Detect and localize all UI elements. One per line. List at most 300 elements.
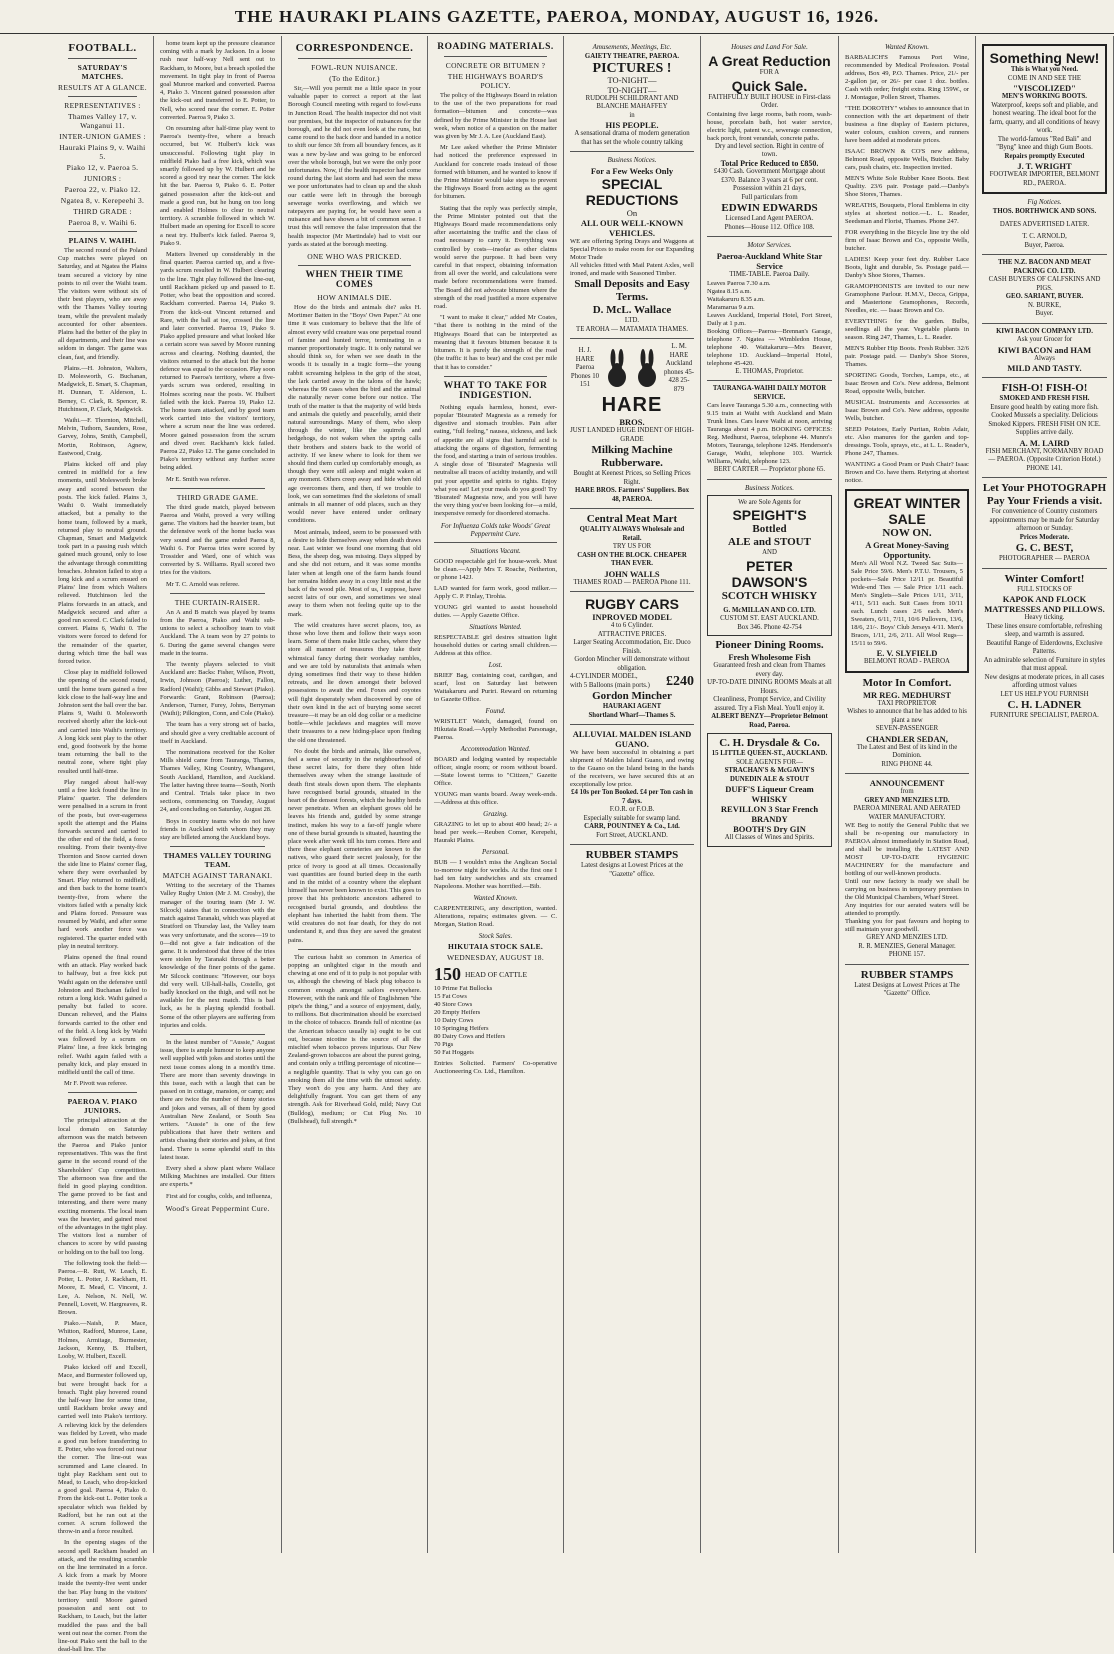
ad-text: FOR A xyxy=(759,69,780,76)
article-heading: PAEROA V. PIAKO JUNIORS. xyxy=(67,1097,138,1116)
ad-text: TAXI PROPRIETOR xyxy=(877,699,937,707)
article-paragraph: Matters livened up considerably in the final quarter. Paeroa carried up, and a five-yards scrum resulted in W. Hulbert clearing to the line. Tight play followed the line-out, until Rackham picked up and passed to E. Potter, who beat the opposition and scored. Rackham converted. Paeroa 14, Piako 9. From the kick-out Vincent returned and Rare, with the ball at toe, crossed the line and later converted. Paeroa 19, Piako 9. Piako applied pressure and what looked like a certain score was saved by Moore running across and clearing. Nothing daunted, the visitors returned to the attack but the home defence was equal to the occasion. Play soon returned to Paeroa's territory, where a five-yards scrum was ordered, resulting in Holmes scoring near the posts. W. Hulbert failed with the kick. Paeroa 19, Piako 12. The home team attacked, and by good team work carried into the visitors' territory, where a scrum near the line was ordered. Moore gained possession from the scrum and dived over. Rackham's kick failed. Paeroa 22, Piako 12. The game concluded in Piako's territory without any further score being added. xyxy=(160,251,275,472)
ad-text: Guaranteed fresh and clean from Thames every day. xyxy=(713,662,826,678)
hare-right-contact: L. M. HARE Auckland phones 45-428 25-879 xyxy=(664,343,695,393)
hare-left-contact: H. J. HARE Paeroa Phones 10 151 xyxy=(570,347,600,389)
advertiser-name: C. H. Drysdale & Co. xyxy=(719,737,820,749)
results-label: THIRD GRADE : xyxy=(73,207,132,216)
ad-headline: Milking Machine Rubberware. xyxy=(591,444,673,469)
ad-text: Always xyxy=(1034,354,1055,362)
article-paragraph: The third grade match, played between Paeroa and Waihi, proved a very willing game. The visitors had the heavier team, but the defensive work of the home backs was very sound and the game ended Paeroa 8, Waihi 6. For Paeroa tries were scored by Trossider and Ward, one of which was converted by S. Williams. Ryall scored two tries for the visitors. xyxy=(160,503,275,577)
article-heading: THE CURTAIN-RAISER. xyxy=(174,597,261,607)
ad-text: VEHICLES. xyxy=(608,228,656,238)
article-paragraph: Piako kicked off and Excell, Mace, and Burmester followed up, but were brought back for a breach. Tight play hovered round the half-way line for some time, until Rackham broke away and carried well into Piako's territory. A relieving kick by the defenders was fielded by Lovett, who made a good run before transferring to E. Potter, who was forced out near the corner. The line-out was scrummed and Lane cleared. In tight play Rackham sent out to Mead, to Leach, who drop-kicked a good goal. Paeroa 4, Piako 0. From the kick-out L. Potter took a speculator which was fielded by Radford, but he ran out at the corner. A scrum followed the throw-in and a force resulted. xyxy=(58,1364,147,1536)
list-item: 10 Springing Heifers xyxy=(434,1024,489,1032)
classified-ad: BOARD and lodging wanted by respectable officer, single room; or room without board.—State lowest terms to "Citizen," Gazette Office. xyxy=(434,755,557,787)
classified-heading: Grazing. xyxy=(483,809,508,818)
article-paragraph: Nothing equals harmless, honest, ever-popular 'Bisurated' Magnesia as a remedy for digestive and stomach troubles. Pain after eating, "full feeling," nausea, sickness, and lack of appetite are all signs that harmful acid is attacking the organs of digestion, fermenting the food, and starting a train of serious troubles. A single dose of 'Bisurated' Magnesia will neutralise all traces of acidity instantly, and will put your appetite and spirits to rights. Enjoy what you eat! Let your meals do you good! Try 'Bisurated' Magnesia now, and you will have the very thing you've been looking for—a mild, inexpensive remedy for disordered stomachs. xyxy=(434,403,557,518)
ad-text: Especially suitable for swamp land. xyxy=(583,814,681,822)
ad-text: SEVEN-PASSENGER xyxy=(875,725,939,732)
ad-text: AND xyxy=(762,549,777,556)
drysdale-ad xyxy=(707,733,832,847)
section-label: Fig Notices. xyxy=(1027,198,1062,206)
schedule-list xyxy=(707,280,832,328)
ad-text: JUST LANDED HUGE INDENT OF HIGH-GRADE xyxy=(570,427,694,443)
ad-text: HAURAKI AGENT xyxy=(602,703,662,710)
subheading: SATURDAY'S MATCHES. xyxy=(77,63,128,81)
article-paragraph: Close play in midfield followed the opening of the second round, until the home team gained a free kick close to the half-way line and Johnston sent the ball over the bar. Plains 9, Waihi 0. Molesworth received shortly after the kick-out and carried into Waihi's territory. A long kick sent play to the other end, good footwork by the home team returning the ball to the neutral zone, where tight play resulted until half-time. xyxy=(58,669,147,775)
article-heading: FOWL-RUN NUISANCE. xyxy=(311,63,398,72)
classified-ad: MUSICAL Instruments and Accessories at Isaac Brown and Co's. New address, opposite Wells, butcher. xyxy=(845,399,969,422)
advertiser-name: JOHN WALLS xyxy=(604,568,660,579)
advertiser-name: THOS. BORTHWICK AND SONS. xyxy=(992,208,1097,215)
pictures-headline: PICTURES ! xyxy=(592,60,672,76)
ad-text: We are Sole Agents for xyxy=(738,498,801,506)
ad-text: A Great Money-Saving Opportunity. xyxy=(865,540,949,560)
list-item: 80 Dairy Cows and Heifers xyxy=(434,1032,506,1040)
ad-text: Wishes to announce that he has added to his plant a new xyxy=(847,708,967,724)
article-paragraph: The nominations received for the Kolter Mills shield came from Tauranga, Thames, Thames Valley, King Country, Whangarei, South Auckland, Hamilton, and Auckland. The latter having three teams—South, North and Central. Trials take place in two sections, commencing on Tuesday, August 24, and concluding on Saturday, August 28. xyxy=(160,749,275,814)
hare-icon xyxy=(634,349,660,389)
article-heading: PLAINS V. WAIHI. xyxy=(68,236,137,245)
result-line: Paeroa 22, v. Piako 12. xyxy=(64,185,141,194)
article-paragraph: An A and B match was played by teams from the Paeroa, Piako and Waihi sub-unions to select a schoolboy team to visit Auckland. The A team won by 27 points to 6. During the game several changes were made in the teams. xyxy=(160,608,275,657)
article-paragraph: The policy of the Highways Board in relation to the use of the two preparations for road formation—bitumen and concrete—was defined by the Prime Minister in the House last week, when notice of a question on the matter was given by Mr J. A. Lee (Auckland East). xyxy=(434,92,557,141)
ad-headline: A Great Reduction xyxy=(708,53,831,69)
list-item: Ngatea 8.15 a.m. xyxy=(707,287,752,295)
ad-text: MEN'S WORKING BOOTS. xyxy=(1001,93,1088,100)
ad-text: SMOKED AND FRESH FISH. xyxy=(999,395,1090,402)
classified-ad: YOUNG girl wanted to assist household duties. — Apply Gazette Office. xyxy=(434,603,557,619)
ad-text: ATTRACTIVE PRICES. xyxy=(597,630,667,638)
classified-ad: "THE DOROTHY" wishes to announce that in connection with the art department of their business a fine display of Eastern pictures, water colours, cushion covers, and runners have been added at moderate prices. xyxy=(845,105,969,144)
ad-text: FULL STOCKS OF xyxy=(1017,585,1072,593)
classified-ad: GRAZING to let up to about 400 head; 2/- a head per week.—Reuben Comer, Kerepehi, Hauraki Plains. xyxy=(434,820,557,844)
column-3-correspondence xyxy=(282,36,428,1553)
ad-headline: Paeroa-Auckland White Star Service xyxy=(716,251,823,271)
classified-heading: Situations Wanted. xyxy=(469,622,522,631)
list-item: Leaves Auckland, Imperial Hotel, Fort Street, Daily at 1 p.m. xyxy=(707,311,832,327)
ad-text: Phones—House 112. Office 108. xyxy=(724,223,815,231)
results-label: INTER-UNION GAMES : xyxy=(59,132,146,141)
list-item: 10 Prime Fat Bullocks xyxy=(434,984,493,992)
classified-ad: LADIES! Keep your feet dry. Rubber Lace Boots, light and durable, 5s. Postage paid.—Danby's Shoe Stores, Thames. xyxy=(845,256,969,279)
ad-headline: ALE and STOUT xyxy=(728,536,811,548)
ad-headline: REDUCTIONS xyxy=(585,192,679,208)
masthead xyxy=(0,0,1114,34)
ad-headline: KAPOK AND FLOCK MATTRESSES AND PILLOWS. xyxy=(984,594,1105,614)
ad-text: Latest designs at Lowest Prices at the "Gazette" office. xyxy=(581,862,683,878)
article-heading: WHAT TO TAKE FOR INDIGESTION. xyxy=(443,380,548,401)
ad-text: Fresh Wholesome Fish xyxy=(728,652,811,662)
film-stars: RUDOLPH SCHILDRANT AND BLANCHE MAHAFFEY xyxy=(585,94,679,110)
ad-text: Ensure good health by eating more fish. xyxy=(990,403,1099,411)
article-paragraph: The team has a very strong set of backs, and should give a very creditable account of itself in Auckland. xyxy=(160,721,275,745)
classified-heading: Stock Sales. xyxy=(478,931,513,940)
ad-headline: Small Deposits and Easy Terms. xyxy=(574,278,690,303)
ad-text: Gordon Mincher will demonstrate without obligation. xyxy=(574,656,690,672)
ad-text: SOLE AGENTS FOR— xyxy=(736,758,803,766)
article-paragraph: Every shed a show plant where Wallace Milking Machines are installed. Our fitters are experts.* xyxy=(160,1164,275,1189)
result-line: Hauraki Plains 9, v. Waihi 5. xyxy=(59,143,146,161)
ad-headline: Central Meat Mart xyxy=(586,513,678,525)
ad-text: Box 346. Phone 42-754 xyxy=(737,623,802,631)
ad-headline: RUBBER STAMPS xyxy=(585,849,679,861)
ad-text: Heavy ticking. xyxy=(1024,614,1065,621)
ad-text: Bought at Keenest Prices, so Selling Prices Right. xyxy=(573,470,691,486)
ad-text: PHOTOGRAPHER — PAEROA xyxy=(998,555,1091,562)
notice: For Influenza Colds take Woods' Great Peppermint Cure. xyxy=(440,521,551,538)
ad-body: WE Beg to notify the General Public that we shall be re-opening our manufactory in PAEROA almost immediately in Station Road, and shall be installing the LATEST AND MOST UP-TO-DATE HYGIENIC MACHINERY for the manufacture and bottling of our well-known products. xyxy=(845,822,969,877)
classified-ad: BUB — I wouldn't miss the Anglican Social to-morrow night for worlds. At the first one I had ten fairy sandwiches and six creamed Napoleons. Mother was horrified.—Bib. xyxy=(434,858,557,890)
ad-text: Beautiful Range of Eiderdowns, Exclusive Patterns. xyxy=(986,639,1103,655)
article-paragraph: The principal attraction at the local domain on Saturday afternoon was the match between the Paeroa and Piako junior representatives. This was the first game in the second round of the Shareholders' Cup competition. The afternoon was fine and the field in good playing condition. The game proved to be fast and interesting, and there were many exciting moments. The local team was the heavier, and gained most of the advantages in the tight play. The visitors lost a number of chances to score by wild passing or holding on to the ball too long. xyxy=(58,1117,147,1256)
classified-ad: WREATHS, Bouquets, Floral Emblems in city styles at shortest notice.—L. L. Reader, Seedsman and Florist, Thames. Phone 247. xyxy=(845,202,969,225)
ad-headline: ALLUVIAL MALDEN ISLAND GUANO. xyxy=(572,729,692,749)
ad-headline: Something New! xyxy=(989,50,1100,66)
section-label: Wanted Known. xyxy=(884,43,930,51)
classified-ad: BARBALICH'S Famous Port Wine, recommended by Medical Profession. Postal address, Box 49, P.O. Thames. Price, 21/- per 2-gallon jar, or 26/- per case 1 doz. bottles. Cash with order; freight extra. Ring 159W., or J. Montague, Pollen Street, Thames. xyxy=(845,54,969,101)
classified-heading: Lost. xyxy=(488,660,503,669)
advertiser-address: FURNITURE SPECIALIST, PAEROA. xyxy=(990,712,1099,719)
ad-text: LET US HELP YOU FURNISH xyxy=(1000,690,1089,698)
ad-text: Buyer, Paeroa. xyxy=(1024,241,1065,249)
advertiser-ltd: LTD. xyxy=(624,317,640,324)
column-1-football xyxy=(52,36,154,1654)
theatre-name: GAIETY THEATRE, PAEROA. xyxy=(584,53,680,60)
ad-text: Bottled xyxy=(752,523,787,535)
article-paragraph: Mr Lee asked whether the Prime Minister had noticed the preference expressed in Auckland for concrete roads instead of those formed with bitumen, and he wanted to know if the Prime Minister would take steps to prevent the Highways Board from acting as the agent for bitumen. xyxy=(434,144,557,201)
article-subheading: HOW ANIMALS DIE. xyxy=(317,293,392,303)
ad-text: Repairs promptly Executed xyxy=(1004,152,1085,160)
advertiser-address: THAMES ROAD — PAEROA Phone 111. xyxy=(573,578,691,586)
column-8-ads xyxy=(976,36,1114,1553)
price: £240 xyxy=(666,674,694,689)
ad-text: F.O.R. or F.O.B. xyxy=(609,806,655,813)
ad-text: 4-CYLINDER MODEL, with 5 Balloons (main ports.) xyxy=(570,673,650,689)
speights-ad xyxy=(707,495,832,637)
ad-price: Total Price Reduced to £850. xyxy=(720,158,819,168)
ad-text: CASH ON THE BLOCK. CHEAPER THAN EVER. xyxy=(577,551,687,567)
article-paragraph: Mr F. Pivott was referee. xyxy=(64,1080,128,1088)
ad-text: DATES ADVERTISED LATER. xyxy=(999,220,1090,228)
article-paragraph: The curious habit so common in America of popping an unlighted cigar in the mouth and chewing at one end of it to pulp is not popular with us, although the chewing of black plug tobacco is common enough amongst sailors everywhere. However, with the rank and file of Englishmen "the pipe's the thing," and a source of enjoyment, daily, to millions. But discrimination should be exercised in the choice of tobacco. Brands full of nicotine (as the American tobacco usually is) ought to be cut out, because nicotine is the source of all the mischief when tobacco proves injurious. Our New Zealand-grown tobaccos are about the purest going, and contain only a trifling percentage of nicotine—a negligible quantity. That is why you can go on smoking them all the time with the utmost safety. They won't do you any harm. And they are delightfully fragrant. You can get them of any strength. Ask for Riverhead Gold, mild; Navy Cut (Bulldog), medium; or Cut Plug No. 10 (Bullshead), full strength.* xyxy=(288,953,421,1125)
ad-headline: GREAT WINTER SALE xyxy=(853,495,961,527)
classified-ad: YOUNG man wants board. Away week-ends.—Address at this office. xyxy=(434,790,557,806)
article-paragraph: The following took the field:—Paeroa.—R. Rutt, W. Leach, E. Potter, L. Potter, J. Rackham, H. Moore, E. Mead, C. Vincent, J. Lee, A. Nelson, N. Nell, W. Pennell, Lovett, W. Hargreaves, R. Brown. xyxy=(58,1259,147,1316)
ad-headline: Pioneer Dining Rooms. xyxy=(715,639,824,651)
ad-headline: SPEIGHT'S xyxy=(732,507,807,523)
ad-text: FAITHFULLY BUILT HOUSE in First-class Order. xyxy=(708,93,831,109)
section-label: Motor Services. xyxy=(747,241,792,249)
results-label: JUNIORS : xyxy=(83,174,122,183)
advertiser-address: BELMONT ROAD - PAEROA xyxy=(864,658,950,665)
ad-text: On xyxy=(626,208,638,218)
classified-ad: WANTING a Good Pram or Push Chair? Isaac Brown and Co. have them. Retyring at shortest notice. xyxy=(845,461,969,484)
classified-ad: SPORTING Goods, Torches, Lamps, etc., at Isaac Brown and Co's. New address, Belmont Road, opposite Wells, butcher. xyxy=(845,372,969,395)
ad-text: These lines ensure comfortable, refreshing sleep, and warmth is assured. xyxy=(986,622,1103,638)
article-heading: THAMES VALLEY TOURING TEAM. xyxy=(163,851,272,870)
advertiser-name: G. McMILLAN AND CO. LTD. xyxy=(723,606,816,614)
ad-text: COME IN AND SEE THE xyxy=(1007,74,1082,82)
advertiser-name: GREY AND MENZIES LTD. xyxy=(864,796,950,804)
advertiser-address: Fort Street, AUCKLAND. xyxy=(596,831,668,839)
advertiser-name: THE N.Z. BACON AND MEAT PACKING CO. LTD. xyxy=(998,259,1091,275)
hare-wordmark: HARE xyxy=(601,394,663,416)
ad-text: BOOTH'S Dry GIN xyxy=(733,824,806,834)
article-paragraph: Plains opened the final round with an attack. Play worked back to halfway, but a free kick put Waihi again on the defensive until Johnston and Buchanan failed to return a long kick. Waihi gained a penalty but failed to score. Duncan relieved, and the Plains forwards carried to the other end of the field. A long kick by Waihi was followed by a scrum on Plains' line, a free kick bringing relief. Waihi again failed with a penalty kick, and play ensued in midfield until the call of time. xyxy=(58,954,147,1076)
classified-ad: EVERYTHING for the garden. Bulbs, seedlings all the year. Vegetable plants in season. Ring 247, Thames, L. L. Reader. xyxy=(845,318,969,341)
ad-body: All vehicles fitted with Mail Patent Axles, well ironed, and made with Seasoned Timber. xyxy=(570,262,694,277)
article-paragraph: "I want to make it clear," added Mr Coates, "that there is nothing in the mind of the Highways Board that can be interpreted as meaning that it favours bitumen because it is bitumen. It is purely the strength of the road (the traffic it has to bear) and the cost per mile that it has to consider." xyxy=(434,314,557,371)
classified-ad: MEN'S Rubber Hip Boots. Fresh Rubber. 32/6 pair. Postage paid. — Danby's Shoe Stores, Thames. xyxy=(845,345,969,368)
result-line: Piako 12, v. Paeroa 5. xyxy=(66,163,139,172)
classified-ad: GOOD respectable girl for house-work. Must be clean.—Apply Mrs T. Roache, Netherton, or phone 142J. xyxy=(434,557,557,581)
hare-logo xyxy=(604,349,660,389)
classified-heading: Found. xyxy=(485,706,506,715)
article-paragraph: Boys in country teams who do not have friends in Auckland with whom they may stay are billeted among the Auckland boys. xyxy=(160,817,275,842)
ad-headline: KIWI BACON and HAM xyxy=(997,344,1092,355)
list-item: 50 Fat Hoggets xyxy=(434,1048,474,1056)
ad-body: Containing five large rooms, bath room, wash-house, porcelain bath, hot water service, electric light, patent w.c., sewerage connection, back porch, front verandah, concrete paths. xyxy=(707,110,832,142)
film-in: in xyxy=(629,111,635,119)
ad-body: Booking Offices—Paeroa—Brennan's Garage, telephone 7. Ngatea — Wimbledon House, telephone 40. Waitakaruru—Mrs Beaver, telephone 1D. Auckland—Imperial Hotel, telephone 45-420. xyxy=(707,327,832,367)
ad-signature: GREY AND MENZIES LTD. xyxy=(866,934,948,941)
advertiser-name: A. M. LAIRD xyxy=(1019,437,1070,448)
list-item: 20 Empty Heifers xyxy=(434,1008,481,1016)
article-paragraph: In the latest number of "Aussie," August issue, there is ample humour to keep anyone well supplied with jokes and stories until the next issue comes along in a month's time. There are more than seventy drawings in this issue, each with a laugh that can be passed on in cottage, mansion, or camp; and there are twice the number of funny stories and jokes and verses, all of them by good Australian New Zealand, or South Sea writers. "Aussie" is one of the few publications that have their writers and artists chasing their stories and jokes, at first hand. There is some splendid stuff in this latest issue. xyxy=(160,1038,275,1161)
ad-text: REVILLON 3 Star French BRANDY xyxy=(720,804,819,824)
letter-paragraph: Sir,—Will you permit me a little space in your valuable paper to correct a report at the last Borough Council meeting with regard to fowl-runs in Junction Road. The health inspector did not visit our premises, but the inspector of nuisances for the borough, and he did not even look at the runs, but came round to the back door and handed in a notice to shift our fence 3ft from all boundary fences, as it was a new by-law and was going to be enforced over the whole borough, but we were the only poor unfortunates. Now, if the health inspector had come round during the last storm and had seen the mess we poor unfortunates had to clean up and the slush our cattle were left in through the borough sewerage works overflowing, and which we ratepayers are paying for, he would have seen a nuisance and have shown a bit of common sense. I trust this will remove the false impression that the health inspector (Mr Martindale) had to visit our yards as stated at the borough meeting. xyxy=(288,85,421,248)
ad-text: MILD AND TASTY. xyxy=(1007,363,1082,373)
section-label: Houses and Land For Sale. xyxy=(731,43,808,51)
classified-heading: Accommodation Wanted. xyxy=(460,744,531,753)
ad-headline: Winter Comfort! xyxy=(1004,572,1085,585)
article-paragraph: Piako.—Naish, P. Mace, Whitton, Radford, Munroe, Lane, Holmes, Armitage, Burmester, Jackson, Kenny, B. Hulbert, Looby, W. Hulbert, Excell. xyxy=(58,1320,147,1360)
article-paragraph: First aid for coughs, colds, and influenza, xyxy=(166,1192,272,1200)
ad-text: 4 to 6 Cylinder. xyxy=(610,622,654,629)
section-heading: FOOTBALL. xyxy=(68,42,137,54)
ad-text: Cleanliness, Prompt Service, and Civility assured. Try a Fish Meal. You'll enjoy it. xyxy=(713,696,826,712)
ad-body: Men's All Wool N.Z. Tweed Sac Suits—Sale Price 59/6. Men's P.T.U. Trousers, 5 pockets—Sale Price 12/11 pr. Beautiful Wide-end Ties — Sale Price 1/11 each. Men's Singlets—Sale Prices 1/11, 3/11, 4/11, 5/11 each. Suit Cases from 10/11 each. Lunch cases 2/6 each. Men's Sweaters, 6/11, 7/11, 10/6 Pullovers, 13/6, 18/6, 21/-. Boys' Club Jerseys 4/11. Men's Braces, 1/11, 2/6, 2/11. All Wool Rugs—15/11 to 59/6. xyxy=(851,560,963,647)
ad-body: Thanking you for past favours and hoping to still maintain your goodwill. xyxy=(845,918,969,933)
result-line: Ngatea 8, v. Kerepeehi 3. xyxy=(60,196,145,205)
ad-text: Ask your Grocer for xyxy=(1016,336,1073,343)
result-line: Thames Valley 17, v. Wanganui 11. xyxy=(68,112,137,130)
classified-ad: RESPECTABLE girl desires situation light household duties or caring small children.—Address at this office. xyxy=(434,633,557,657)
ad-text: An admirable selection of Furniture in styles that must appeal. xyxy=(983,656,1106,672)
advertiser-address: FOOTWEAR IMPORTER, BELMONT RD., PAEROA. xyxy=(989,171,1100,187)
ad-headline: TAURANGA-WAIHI DAILY MOTOR SERVICE. xyxy=(712,385,827,401)
ad-text: Larger Seating Accommodation, Etc. Duco Finish. xyxy=(573,639,691,655)
ad-text: This is What you Need. xyxy=(1010,66,1079,73)
ad-text: Buyer. xyxy=(1035,310,1054,317)
ad-text: BERT CARTER — Proprietor phone 65. xyxy=(713,466,826,473)
result-line: Paeroa 8, v. Waihi 6. xyxy=(68,218,137,227)
ad-footer: HARE BROS. Farmers' Suppliers. Box 48, PAEROA. xyxy=(574,487,690,503)
ad-text: ALL OUR WELL-KNOWN xyxy=(580,218,684,228)
masthead-title: THE HAURAKI PLAINS GAZETTE, PAEROA, MONDAY, AUGUST 16, 1926. xyxy=(234,6,880,26)
ad-headline: PETER DAWSON'S xyxy=(731,557,808,590)
ad-body: Until our new factory is ready we shall be carrying on business in temporary premises in the Old Municipal Chambers, Wharf Street. xyxy=(845,878,969,901)
section-label: Business Notices. xyxy=(745,483,794,492)
section-label: Amusements, Meetings, Etc. xyxy=(592,43,672,51)
ad-headline: FISH-O! FISH-O! xyxy=(1001,382,1088,394)
ad-headline: RUGBY CARS xyxy=(585,596,679,612)
ad-text: CHANDLER SEDAN, xyxy=(866,733,948,744)
article-paragraph: Play ranged about half-way until a free kick found the line in Plains' quarter. The defenders were penalised in a scrum in front of the posts, but over-eagerness spoilt the attempt and the Plains forwards secured and carried to the other end of the field, a force resulting. From their twenty-five Thornton and Snow carried down the side line to Plains' corner flag, where they were overhauled by Smart. Play returned to midfield, and then back to the home team's twenty-five, from where the visitors failed with a penalty kick and Plains forced. Pressure was resumed by Waihi, and after some hard work another force was registered. The quarter ended with play in neutral territory. xyxy=(58,778,147,950)
classified-heading: Wanted Known. xyxy=(473,893,518,902)
boots-ad xyxy=(982,44,1107,194)
ad-text: The Latest and Best of its kind in the Dominion. xyxy=(856,743,958,759)
ad-text: Latest Designs at Lowest Prices at The "Gazette" Office. xyxy=(854,981,960,997)
list-item: Leaves Paeroa 7.30 a.m. xyxy=(707,279,771,287)
ad-text: CASH BUYERS OF CALFSKINS AND PIGS. xyxy=(988,276,1101,292)
classified-ad: GRAMOPHONISTS are invited to our new Gramophone Parlour. H.M.V., Decca, Grippa, and Mastertone Gramophones, Records, Needles, etc. — Isaac Brown and Co. xyxy=(845,283,969,314)
advertiser-name: N. BURKE, xyxy=(1027,301,1062,309)
classified-heading: Situations Vacant. xyxy=(470,546,521,555)
ad-text: E. THOMAS, Proprietor. xyxy=(735,367,804,375)
hare-bros: BROS. xyxy=(619,417,645,427)
article-paragraph: On resuming after half-time play went to Paeroa's twenty-five, where a breach occurred, but W. Hulbert's kick was unsuccessful. Following tight play in midfield Piako had a free kick, which was smartly followed up by W. Hulbert and he scored a good try near the corner. The kick hit the bar. Paeroa 9, Piako 6. E. Potter gained possession after the kick-out and made a good run, but he hung on too long and enabled Holmes to clear to neutral territory. A scramble followed in which W. Hulbert made an opening for Excell to score a neat try. Hulbert's kick failed. Paeroa 9, Piako 9. xyxy=(160,125,275,247)
article-paragraph: The wild creatures have secret places, too, as those who love them and follow their ways soon learn. Some of them make little caches, where they store all manner of treasures they take their whimsical fancy during their workaday rambles, and we are told by naturalists that animals when dying sometimes find their way to these hidden retreats, and lie down amongst their beloved possessions to await the end. Foxes and coyotes will fight desperately when discovered by one of their own kind in the act of burying some secret treasure—it may be an old dog collar or a medicine bottle—while jackdaws and magpies will move their treasures to a new hiding-place upon finding the old one threatened. xyxy=(288,621,421,744)
article-paragraph: How do the birds and animals die? asks H. Mortimer Batten in the "Boys' Own Paper." At one time it was customary to believe that the life of almost every wild creature was one perpetual round of famine and hunted terror, terminating in a manner proportionately tragic. It is only natural we should think so, for when we see death in the woods it is usually in a tragic form—the young rabbit screaming helpless in the grip of the stoat, the lark carried away in the talons of the hawk; whereas the 99 cases when the bird and the animal die naturally never come before our notice. The truth of the matter is that the majority of wild birds and animals die quietly and peacefully, amid their natural surroundings. Many of them, who sleep through the winter, like the squirrels and hedgehogs, do not waken when the spring calls their brothers and sisters back to the world of activity. If we knew where to look for them we should find them curled up comfortably enough, as though they were still asleep and might waken at any moment. Others creep away and hide when old age overcomes them, and then, if we trouble to look, we can sometimes find the skeletons of small animals in all manner of odd places, such as they would never have entered under ordinary conditions. xyxy=(288,304,421,525)
classified-ad: BRIEF Bag, containing coat, cardigan, and scarf, lost on Saturday last between Waitakaruru and Puriri. Reward on returning to Gazette Office. xyxy=(434,671,557,703)
ad-headline: NOW ON. xyxy=(882,527,932,539)
tonight-label: TO-NIGHT— xyxy=(607,74,657,85)
stock-count: 150 xyxy=(434,963,461,984)
article-subheading: MATCH AGAINST TARANAKI. xyxy=(162,871,273,881)
article-paragraph: No doubt the birds and animals, like ourselves, feel a sense of security in the neighbourhood of these secret lairs, for there they often hide themselves away when the strange lassitude of death first steals down upon them. The elephants have recognised burial grounds, situated in the heart of the densest forests, which the healthy herds never penetrate. When an elephant grows old he leaves his friends and, guided by some strange instinct, makes his way to a far-off jungle where one of these burial grounds is situated, haunting the place week after week till his turn comes. Here and there these elephant cemeteries are known to the natives, who guard their secret jealously, for the price of ivory is good at all times. Occasionally vast quantities are found buried deep in the earth and in the midst of a country where the elephant himself has never been known to exist. This goes to prove that his prehistoric ancestors adhered to recognised burial grounds, and doubtless the elephant has inherited the habit from them. The wild creatures do not fear death, for they do not understand it, and thus they are saved the greatest pains. xyxy=(288,747,421,944)
ad-text: Licensed Land Agent PAEROA. xyxy=(725,215,814,222)
ad-text: Prices Moderate. xyxy=(1019,533,1070,541)
stock-sale-title: HIKUTAIA STOCK SALE. xyxy=(447,941,544,951)
classified-ad: MEN'S White Sole Rubber Knee Boots. Best Quality. 23/6 pair. Postage paid.—Danby's Shoe Stores, Thames. xyxy=(845,175,969,198)
list-item: 70 Pigs xyxy=(434,1040,454,1048)
ad-text: Waterproof, keeps soft and pliable, and honest wearing. The ideal boot for the farm, quarry, and all conditions of heavy work. xyxy=(989,101,1100,134)
article-paragraph: Plains kicked off and play centred in midfield for a few moments, until Molesworth broke away and scored between the posts. The kick failed. Plains 3, Waihi 0. Waihi immediately attacked, but a penalty to the home team, followed by a mark, returned play to neutral ground. Chapman, Smart and Madgwick took part in a passing rush which gained much ground, only to lose the advantage through committing breaches. Johnston failed to stop a long kick and a scrum ensued on Plains' line from which Walters relieved. Hutchinson led the Plains forwards in an attack, and Madgwick secured and after a good run scored. C. Clark failed to convert. Plains 6, Waihi 0. The visitors were forced to defend for the remainder of the quarter, during which time the ball was forced twice. xyxy=(58,461,147,665)
ad-headline: RUBBER STAMPS xyxy=(860,968,954,981)
ad-headline: Let Your PHOTOGRAPH Pay Your Friends a visit. xyxy=(982,482,1107,507)
stock-sale-date: WEDNESDAY, AUGUST 18. xyxy=(446,952,544,962)
list-item: 15 Fat Cows xyxy=(434,992,467,1000)
ad-body: WE are offering Spring Drays and Waggons at Special Prices to make room for our Expanding Motor Trade xyxy=(570,238,694,261)
article-paragraph: Mr T. C. Arnold was referee. xyxy=(166,580,240,588)
advertiser-name: EDWIN EDWARDS xyxy=(721,202,818,214)
article-paragraph: The twenty players selected to visit Auckland are: Backs: Fisher, Wilson, Pivott, Irwin, Johnson (Paeroa); Luther, Fallon, Radford (Waihi); Gibbs and Stewart (Piako). Forwards: Grant, Robinson (Paeroa); Anderson, Turner, Furey, Johns, Berryman (Waihi); Pilkington, Conn, and Cole (Piako). xyxy=(160,661,275,718)
classified-ad: LAD wanted for farm work, good milker.—Apply C. P. Finlay, Tirohia. xyxy=(434,584,557,600)
advertiser-address: Shortland Wharf—Thames S. xyxy=(588,711,676,719)
ad-text: from xyxy=(900,788,914,795)
ad-text: New designs at moderate prices, in all cases affording utmost values xyxy=(984,673,1105,689)
section-heading: ROADING MATERIALS. xyxy=(437,42,554,52)
film-description: A sensational drama of modern generation that has set the whole country talking xyxy=(574,130,690,146)
article-paragraph: Writing to the secretary of the Thames Valley Rugby Union (Mr J. M. Crosby), the manager of the touring team (Mr J. W. Silcock) states that in connection with the match against Taranaki, which was played at Stratford on Thursday last, the Valley team was very unfortunate, and the scores—19 to 0—did not give a fair indication of the game. It is understood that three of the tries were stolen by Taranaki through a better knowledge of the finer points of the game. Mr Silcock continues: "However, our boys did very well. Ull-hall-halls, Costello, got badly knocked on the thigh, and will not be available for the next match. This is bad luck, as he is playing splendid football. Some of the other players are suffering from injuries and colds. xyxy=(160,882,275,1029)
ad-text: RING PHONE 44. xyxy=(881,760,933,768)
stock-footer: Entries Solicited. Farmers' Co-operative Auctioneering Co. Ltd., Hamilton. xyxy=(434,1059,557,1075)
article-subheading: (To the Editor.) xyxy=(329,74,380,83)
article-paragraph: The second round of the Poland Cup matches were played on Saturday, and at Ngatea the Plains team secured a victory by nine points to nil over the Waihi team. The visitors were without six of their best players, who are away with the Thames Valley touring team, while the prevalent malady accounted for other absentees. Plains had the better of the play in all departments, and their line was seldom in danger. The game was clean, fast, and friendly. xyxy=(58,247,147,361)
advertiser-name: G. C. BEST, xyxy=(1015,542,1074,554)
article-paragraph: Most animals, indeed, seem to be possessed with a desire to hide themselves away when death draws near. Last winter we found one morning that old Bess, the sheep dog, was missing. Days slipped by and she did not return, and it was some months later when at length one of the farm hands found her remains hidden away in a cosy little nest at the back of the wood pile. Most of us, I suppose, have secret lairs of our own, and sometimes we steal away to them when not feeling quite up to the mark. xyxy=(288,528,421,618)
article-heading: WHEN THEIR TIME COMES xyxy=(305,270,404,291)
advertiser-name: MR REG. MEDHURST xyxy=(862,689,952,700)
ad-text: DUFF'S Liqueur Cream WHISKY xyxy=(725,784,814,804)
advertiser-name: E. V. SLYFIELD xyxy=(876,648,938,658)
ad-text: For convenience of Country customers appointments may be made for Saturday afternoon or Sunday. xyxy=(989,508,1100,532)
ad-text: TRY US FOR xyxy=(612,543,652,550)
ad-text: Full particulars from xyxy=(741,193,798,201)
classified-ad: FOR everything in the Bicycle line try the old firm of Isaac Brown and Co., opposite Wells, butcher. xyxy=(845,229,969,252)
tonight-label: TO-NIGHT— xyxy=(607,84,657,95)
list-item: 40 Store Cows xyxy=(434,1000,473,1008)
ad-headline: SPECIAL xyxy=(601,176,663,192)
advertiser-name: C. H. LADNER xyxy=(1007,699,1082,711)
article-paragraph: Waihi.—F. Thornton, Mitchell, Melvin, Tuthorn, Saunders, Rose, Garvey, Johns, Smith, Campbell, Mortin, Robinson, Agnew, Eastwood, Craig. xyxy=(58,417,147,457)
ad-text: All Classes of Wines and Spirits. xyxy=(724,834,815,841)
article-paragraph: Mr E. Smith was referee. xyxy=(166,475,231,483)
advertiser-name: KIWI BACON COMPANY LTD. xyxy=(996,327,1093,335)
column-6-ads xyxy=(701,36,839,1553)
ad-headline: Motor In Comfort. xyxy=(862,676,952,689)
ad-text: PHONE 157. xyxy=(888,951,926,958)
ad-body: Any inquiries for our aerated waters will be attended to promptly. xyxy=(845,902,969,917)
classified-heading: Personal. xyxy=(481,847,510,856)
advertiser-address: FISH MERCHANT, NORMANBY ROAD — PAEROA. (Opposite Criterion Hotel.) PHONE 141. xyxy=(985,447,1104,472)
ad-text: TIME-TABLE. Paeroa Daily. xyxy=(729,271,810,278)
winter-sale-ad xyxy=(845,489,969,673)
column-4-roading-classifieds xyxy=(428,36,564,1553)
list-item: 10 Dairy Cows xyxy=(434,1016,474,1024)
stock-head-label: HEAD OF CATTLE xyxy=(465,969,528,979)
advertiser-name: J. T. WRIGHT xyxy=(1017,161,1072,171)
list-item: Maramarua 9 a.m. xyxy=(707,303,755,311)
ad-headline: ANNOUNCEMENT xyxy=(869,778,945,788)
ad-headline: Quick Sale. xyxy=(731,77,808,94)
section-heading: CORRESPONDENCE. xyxy=(295,42,414,54)
ad-text: QUALITY ALWAYS Wholesale and Retail. xyxy=(579,526,685,542)
column-5-ads xyxy=(564,36,701,1553)
advertiser-address: CUSTOM ST. EAST AUCKLAND. xyxy=(720,615,819,622)
advertiser-name: ALBERT BENZY—Proprietor Belmont Road, Paeroa. xyxy=(711,713,828,729)
ad-body: Cars leave Tauranga 5.30 a.m., connecting with 9.15 train at Waihi with Auckland and Main Trunk lines. Cars leave Waihi at noon, arriving Tauranga about 4 p.m. BOOKING OFFICES: Reg. Medhurst, Paeroa, telephone 44. Munro's Motors, Tauranga, telephone 124S. Henderson's Garage, Waihi, telephone 103. Warrick Williams, Waihi, telephone 123. xyxy=(707,402,832,465)
ad-headline: "VISCOLIZED" xyxy=(1013,83,1076,93)
classified-ad: ISAAC BROWN & CO'S new address, Belmont Road, opposite Wells, Butcher. Baby cars, push chairs, etc. Inspection invited. xyxy=(845,148,969,171)
article-heading: THIRD GRADE GAME. xyxy=(176,492,259,502)
column-2-football-cont xyxy=(154,36,282,1553)
ad-text: Cooked Mussels a speciality. Delicious Smoked Kippers. FRESH FISH ON ICE. Supplies arrive daily. xyxy=(988,412,1101,436)
advertiser-name: Gordon Mincher xyxy=(592,690,672,702)
advertiser-name: CARR, POUNTNEY & Co., Ltd. xyxy=(584,823,680,830)
ad-body: We have been successful in obtaining a part shipment of Malden Island Guano, and owing to the Guano on the Island being in the hands of the receivers, we have secured this at an exceptionally low price. xyxy=(570,749,694,788)
ad-text: PAEROA MINERAL AND AERATED WATER MANUFACTORY. xyxy=(853,805,961,821)
list-item: Waitakaruru 8.35 a.m. xyxy=(707,295,765,303)
article-paragraph: Stating that the reply was perfectly simple, the Prime Minister pointed out that the Highways Board made recommendations only after ascertaining the traffic and the class of road necessary to carry it. Everything was controlled by costs—insofar as other claims would serve the purpose. It had been very careful in that respect, obtaining information from all over the world, and calculations were made before recommendations were framed. The Board did not advocate bitumen where the strength of the road justified a more expensive road. xyxy=(434,204,557,311)
advertiser-name: T. C. ARNOLD, xyxy=(1022,233,1067,240)
ad-text: £430 Cash. Government Mortgage about £370. Balance 3 years at 6 per cent. xyxy=(713,168,826,184)
article-subheading: THE HIGHWAYS BOARD'S POLICY. xyxy=(447,72,544,90)
film-title: HIS PEOPLE. xyxy=(605,120,659,130)
classified-ad: CARPENTERING, any description, wanted. Alterations, repairs; estimates given. — C. Morgan, Station Road. xyxy=(434,904,557,928)
subheading: RESULTS AT A GLANCE. xyxy=(58,83,147,92)
advertiser-address: 15 LITTLE QUEEN-ST., AUCKLAND. xyxy=(711,750,828,757)
ad-text: STRACHAN'S & McGAVIN'S DUNEDIN ALE & STOUT xyxy=(724,767,815,783)
article-paragraph: In the opening stages of the second spell Rackham headed an attack, and the resulting scramble on the line terminated in a force. A kick from a mark by Moore inside the twenty-five went under the bar. Play hung in the visitors' territory until Moore gained possession and sent out to Rackham, to Leach, but the latter muddled the pass and the ball went out near the corner. From the line-out Piako sent the ball to the dead-ball line. The xyxy=(58,1539,147,1654)
ad-text: UP-TO-DATE DINING ROOMS Meals at all Hours. xyxy=(707,679,832,695)
classified-ad: SEED Potatoes, Early Puritan, Robin Adair, etc. Also manures for the garden and top-dressings. Tools, sprays, etc., at L. L. Reader's, Phone 247, Thames. xyxy=(845,426,969,457)
article-subheading: CONCRETE OR BITUMEN ? xyxy=(445,61,546,70)
section-label: Business Notices. xyxy=(607,156,657,164)
